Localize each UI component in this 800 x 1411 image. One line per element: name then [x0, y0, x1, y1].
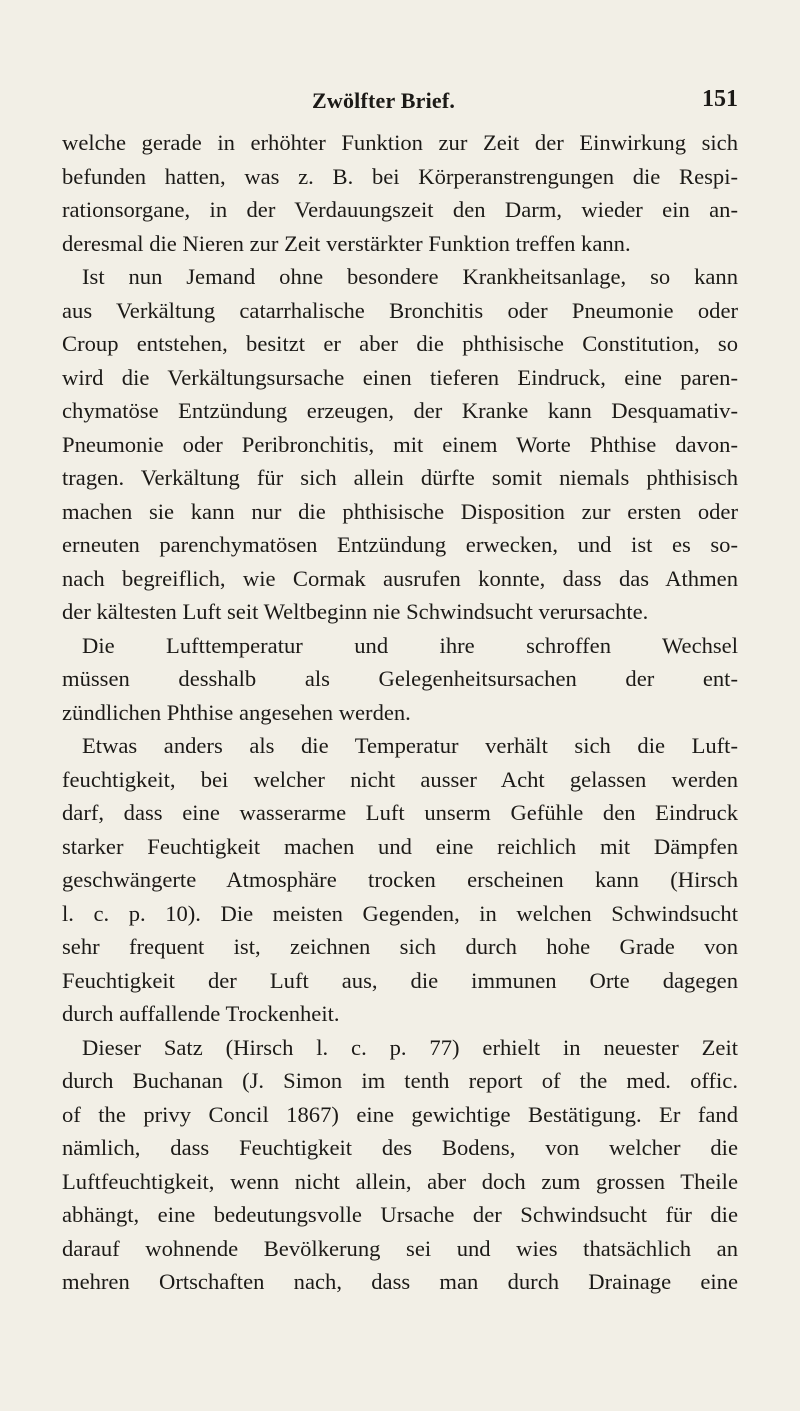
text-line: mehren Ortschaften nach, dass man durch Drainage eine	[62, 1269, 738, 1294]
text-line: rationsorgane, in der Verdauungszeit den Darm, wieder ein an-	[62, 197, 738, 222]
text-line: durch Buchanan (J. Simon im tenth report of the med. offic.	[62, 1068, 738, 1093]
text-line: welche gerade in erhöhter Funktion zur Zeit der Einwirkung sich	[62, 130, 738, 155]
text-line: aus Verkältung catarrhalische Bronchitis oder Pneumonie oder	[62, 297, 738, 323]
text-line: Ist nun Jemand ohne besondere Krankheitsanlage, so kann	[82, 264, 738, 289]
text-line: Feuchtigkeit der Luft aus, die immunen Orte dagegen	[62, 967, 738, 993]
text-line: darauf wohnende Bevölkerung sei und wies thatsächlich an	[62, 1235, 738, 1261]
text-line: befunden hatten, was z. B. bei Körperanstrengungen die Respi-	[62, 163, 738, 189]
text-line: Pneumonie oder Peribronchitis, mit einem Worte Phthise davon-	[62, 431, 738, 457]
text-line: nämlich, dass Feuchtigkeit des Bodens, von welcher die	[62, 1135, 738, 1160]
body-text	[62, 126, 738, 1299]
text-line: geschwängerte Atmosphäre trocken erscheinen kann (Hirsch	[62, 867, 738, 892]
text-line: Die Lufttemperatur und ihre schroffen Wechsel	[82, 632, 738, 658]
text-line: nach begreiflich, wie Cormak ausrufen konnte, dass das Athmen	[62, 565, 738, 591]
text-line: sehr frequent ist, zeichnen sich durch hohe Grade von	[62, 934, 738, 959]
text-line: Luftfeuchtigkeit, wenn nicht allein, aber doch zum grossen Theile	[62, 1168, 738, 1194]
running-head	[62, 88, 738, 116]
text-line: deresmal die Nieren zur Zeit verstärkter Funktion treffen kann.	[62, 230, 631, 256]
text-line: Dieser Satz (Hirsch l. c. p. 77) erhielt in neuester Zeit	[82, 1034, 738, 1060]
text-line: durch auffallende Trockenheit.	[62, 1001, 340, 1026]
chapter-title: Zwölfter Brief.	[312, 88, 456, 113]
text-line: of the privy Concil 1867) eine gewichtige Bestätigung. Er fand	[62, 1101, 738, 1127]
text-line: l. c. p. 10). Die meisten Gegenden, in welchen Schwindsucht	[62, 900, 738, 926]
text-line: darf, dass eine wasserarme Luft unserm Gefühle den Eindruck	[62, 800, 738, 825]
text-line: starker Feuchtigkeit machen und eine reichlich mit Dämpfen	[62, 833, 738, 859]
text-line: wird die Verkältungsursache einen tieferen Eindruck, eine paren-	[62, 364, 738, 390]
text-line: chymatöse Entzündung erzeugen, der Kranke kann Desquamativ-	[62, 398, 738, 423]
text-line: feuchtigkeit, bei welcher nicht ausser Acht gelassen werden	[62, 766, 738, 792]
text-line: tragen. Verkältung für sich allein dürfte somit niemals phthisisch	[62, 465, 738, 490]
text-line: machen sie kann nur die phthisische Disposition zur ersten oder	[62, 498, 738, 524]
text-line: abhängt, eine bedeutungsvolle Ursache der Schwindsucht für die	[62, 1202, 738, 1227]
text-line: müssen desshalb als Gelegenheitsursachen der ent-	[62, 666, 738, 691]
page-number: 151	[702, 86, 738, 112]
text-line: erneuten parenchymatösen Entzündung erwecken, und ist es so-	[62, 532, 738, 557]
text-line: Croup entstehen, besitzt er aber die phthisische Constitution, so	[62, 331, 738, 356]
text-line: der kältesten Luft seit Weltbeginn nie Schwindsucht verursachte.	[62, 599, 649, 624]
text-line: Etwas anders als die Temperatur verhält sich die Luft-	[82, 733, 738, 758]
text-line: zündlichen Phthise angesehen werden.	[62, 699, 411, 725]
